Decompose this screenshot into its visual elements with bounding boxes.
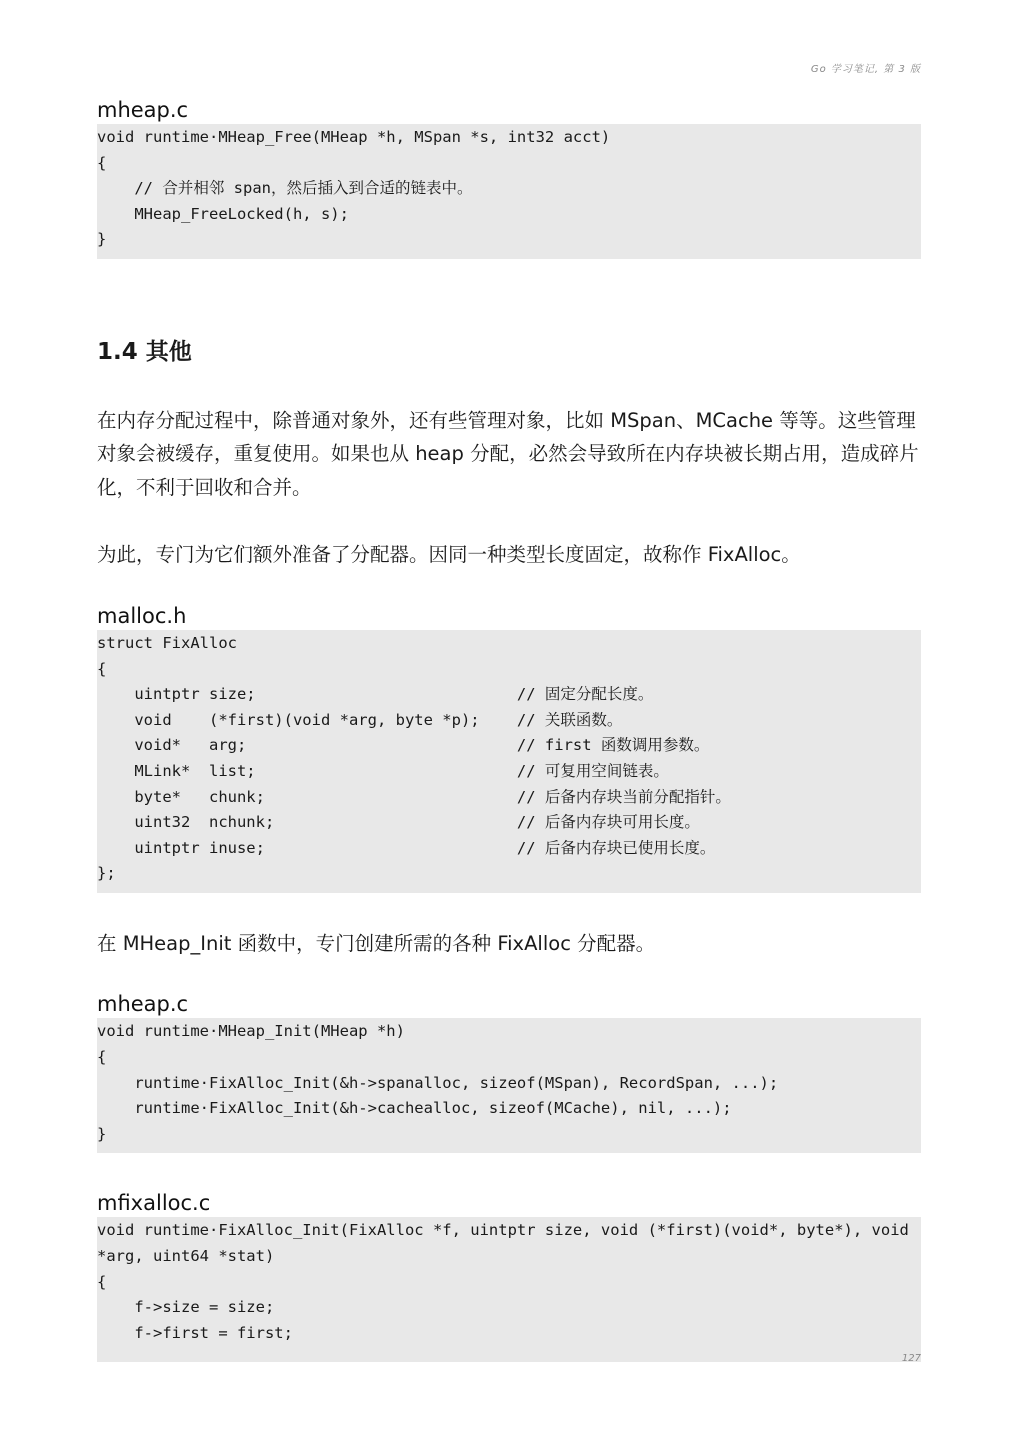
code-line: uintptr size; // 固定分配长度。 bbox=[97, 685, 654, 704]
code-line: MHeap_FreeLocked(h, s); bbox=[97, 204, 349, 223]
code-file-label: mheap.c bbox=[97, 992, 189, 1017]
code-line: uintptr inuse; // 后备内存块已使用长度。 bbox=[97, 838, 716, 857]
code-line: void runtime·MHeap_Init(MHeap *h) bbox=[97, 1022, 405, 1041]
code-line: } bbox=[97, 1124, 107, 1143]
code-line: { bbox=[97, 1272, 107, 1291]
code-line: }; bbox=[97, 864, 116, 883]
page-number: 127 bbox=[901, 1353, 921, 1364]
body-paragraph: 为此，专门为它们额外准备了分配器。因同一种类型长度固定，故称作 FixAlloc。 bbox=[97, 543, 801, 567]
code-line: void* arg; // first 函数调用参数。 bbox=[97, 736, 710, 755]
code-line: // 合并相邻 span，然后插入到合适的链表中。 bbox=[97, 179, 473, 198]
code-line: MLink* list; // 可复用空间链表。 bbox=[97, 761, 669, 780]
code-line: byte* chunk; // 后备内存块当前分配指针。 bbox=[97, 787, 731, 806]
code-line: *arg, uint64 *stat) bbox=[97, 1246, 275, 1265]
code-line: runtime·FixAlloc_Init(&h->spanalloc, sizeof(MSpan), RecordSpan, ...); bbox=[97, 1073, 779, 1092]
code-line: { bbox=[97, 659, 107, 678]
page-content bbox=[97, 96, 921, 1362]
code-block bbox=[97, 1018, 921, 1153]
code-line: uint32 nchunk; // 后备内存块可用长度。 bbox=[97, 813, 700, 832]
code-line: { bbox=[97, 1048, 107, 1066]
code-line: void (*first)(void *arg, byte *p); // 关联函数。 bbox=[97, 710, 623, 729]
code-line: { bbox=[97, 153, 107, 172]
code-line: void runtime·MHeap_Free(MHeap *h, MSpan *s, int32 acct) bbox=[97, 128, 611, 146]
code-line: runtime·FixAlloc_Init(&h->cachealloc, sizeof(MCache), nil, ...); bbox=[97, 1099, 732, 1118]
code-block bbox=[97, 630, 921, 893]
running-header: Go 学习笔记, 第 3 版 bbox=[810, 64, 921, 75]
code-line: f->size = size; bbox=[97, 1298, 275, 1317]
code-line: } bbox=[97, 230, 107, 249]
body-paragraph: 在内存分配过程中，除普通对象外，还有些管理对象，比如 MSpan、MCache 等等。这些管理对象会被缓存，重复使用。如果也从 heap 分配，必然会导致所在内存块被长期占用，造成碎片化，不利于回收和合并。 bbox=[97, 408, 919, 499]
body-paragraph: 在 MHeap_Init 函数中，专门创建所需的各种 FixAlloc 分配器。 bbox=[97, 931, 656, 955]
code-block bbox=[97, 124, 921, 259]
code-line: f->first = first; bbox=[97, 1323, 293, 1342]
section-title: 1.4 其他 bbox=[97, 338, 192, 365]
code-line: struct FixAlloc bbox=[97, 633, 237, 652]
code-file-label: mfixalloc.c bbox=[97, 1191, 211, 1216]
code-file-label: mheap.c bbox=[97, 98, 189, 122]
code-block bbox=[97, 1217, 921, 1362]
code-line: void runtime·FixAlloc_Init(FixAlloc *f, uintptr size, void (*first)(void*, byte*), void bbox=[97, 1221, 909, 1240]
code-file-label: malloc.h bbox=[97, 603, 187, 628]
